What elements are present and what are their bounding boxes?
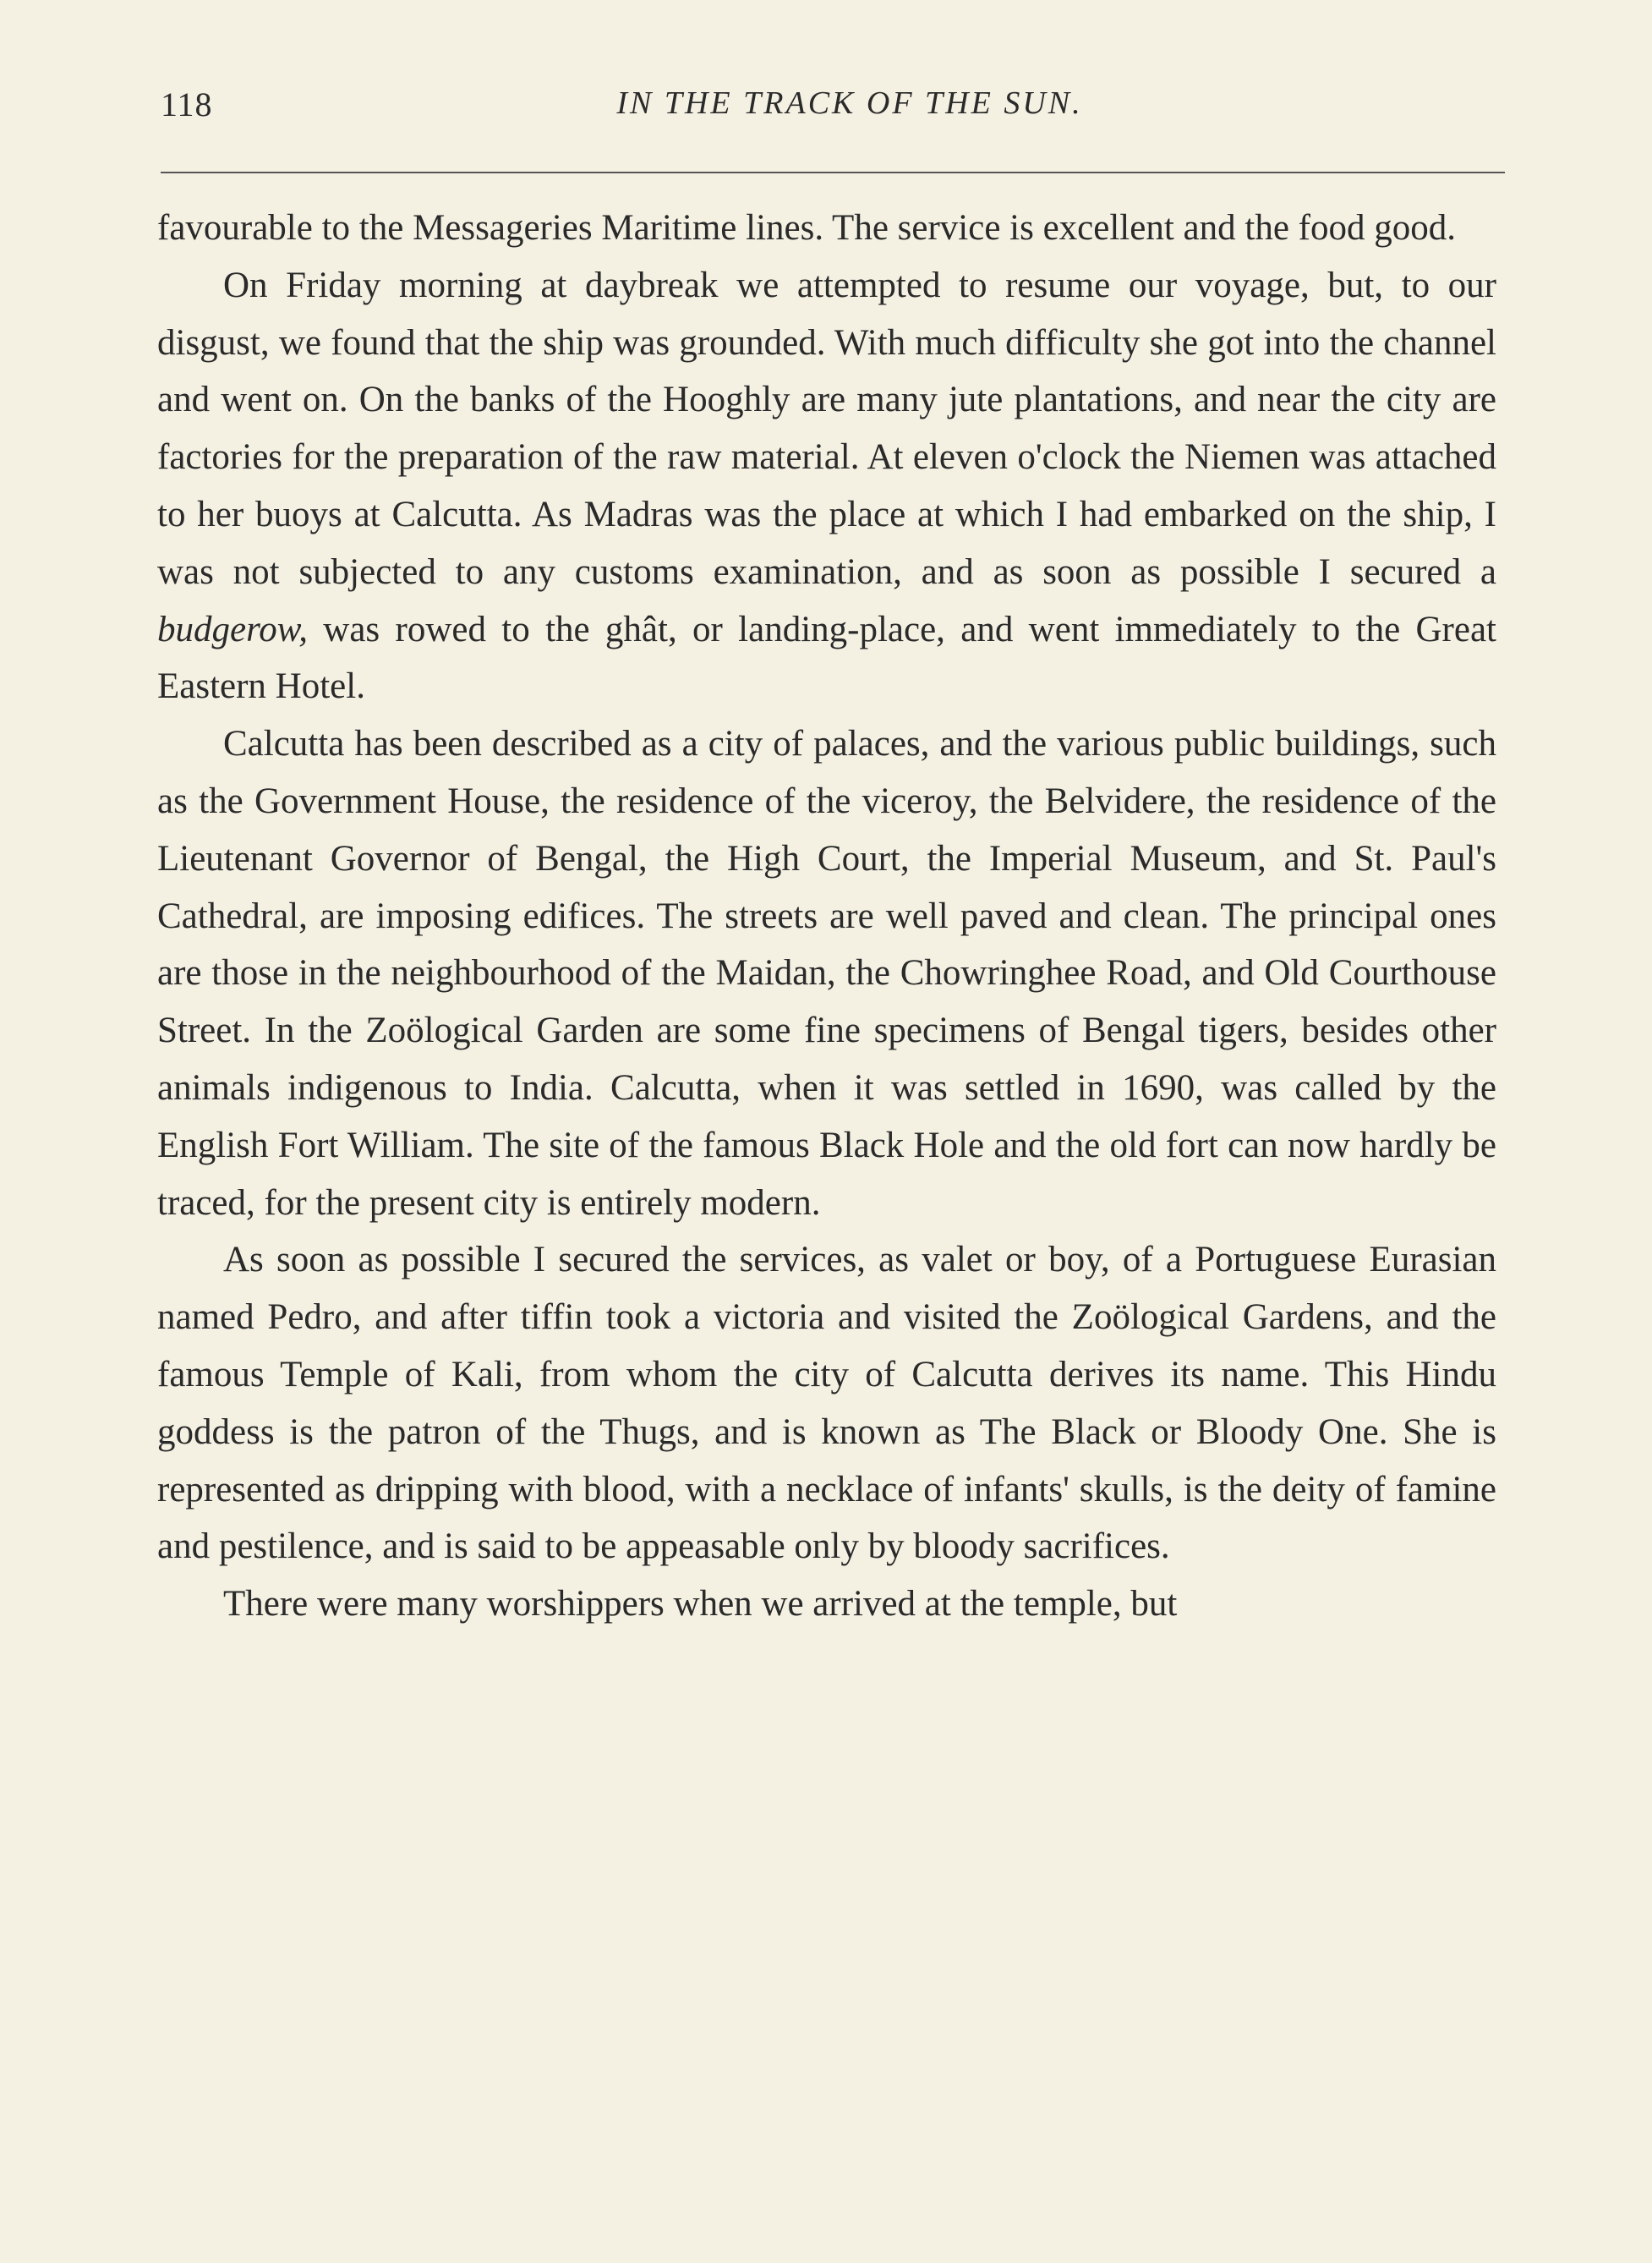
paragraph-4-text: As soon as possible I secured the services, as valet or boy, of a Portuguese Eurasian named Pedro, and after tiffin took a victoria and visited the Zoölogical Gardens, and the famous Temple of Kali, from whom the city of Calcutta derives its name. This Hindu goddess is the patron of the Thugs, and is known as The Black or Bloody One. She is represented as dripping with blood, with a necklace of infants' skulls, is the deity of famine and pestilence, and is said to be appeasable only by bloody sacrifices. <box>157 1240 1496 1567</box>
running-head <box>161 85 1505 135</box>
paragraph-3-text: Calcutta has been described as a city of palaces, and the various public buildings, such as the Government House, the residence of the viceroy, the Belvidere, the residence of the Lieutenant Governor of Bengal, the High Court, the Imperial Museum, and St. Paul's Cathedral, are imposing edifices. The streets are well paved and clean. The principal ones are those in the neighbourhood of the Maidan, the Chowringhee Road, and Old Courthouse Street. In the Zoölogical Garden are some fine specimens of Bengal tigers, besides other animals indigenous to India. Calcutta, when it was settled in 1690, was called by the English Fort William. The site of the famous Black Hole and the old fort can now hardly be traced, for the present city is entirely modern. <box>157 724 1496 1223</box>
paragraph-3 <box>157 715 1496 1231</box>
paragraph-2-italic-term: budgerow, <box>157 609 308 649</box>
body-text <box>157 200 1496 1633</box>
paragraph-4 <box>157 1231 1496 1575</box>
paragraph-2-text-after: was rowed to the ghât, or landing-place, and went immediately to the Great Eastern Hotel. <box>157 609 1496 707</box>
page-number: 118 <box>161 85 213 123</box>
paragraph-2-text: On Friday morning at daybreak we attempted to resume our voyage, but, to our disgust, we found that the ship was grounded. With much difficulty she got into the channel and went on. On the banks of the Hooghly are many jute plantations, and near the city are factories for the preparation of the raw material. At eleven o'clock the Niemen was attached to her buoys at Calcutta. As Madras was the place at which I had embarked on the ship, I was not subjected to any customs examination, and as soon as possible I secured a <box>157 265 1496 592</box>
paragraph-5 <box>157 1575 1496 1633</box>
paragraph-1 <box>157 200 1496 257</box>
header-rule <box>161 172 1505 173</box>
paragraph-1-text: favourable to the Messageries Maritime lines. The service is excellent and the food good. <box>157 208 1456 248</box>
paragraph-2 <box>157 257 1496 715</box>
running-title: IN THE TRACK OF THE SUN. <box>616 85 1083 121</box>
paragraph-5-text: There were many worshippers when we arrived at the temple, but <box>223 1584 1178 1625</box>
